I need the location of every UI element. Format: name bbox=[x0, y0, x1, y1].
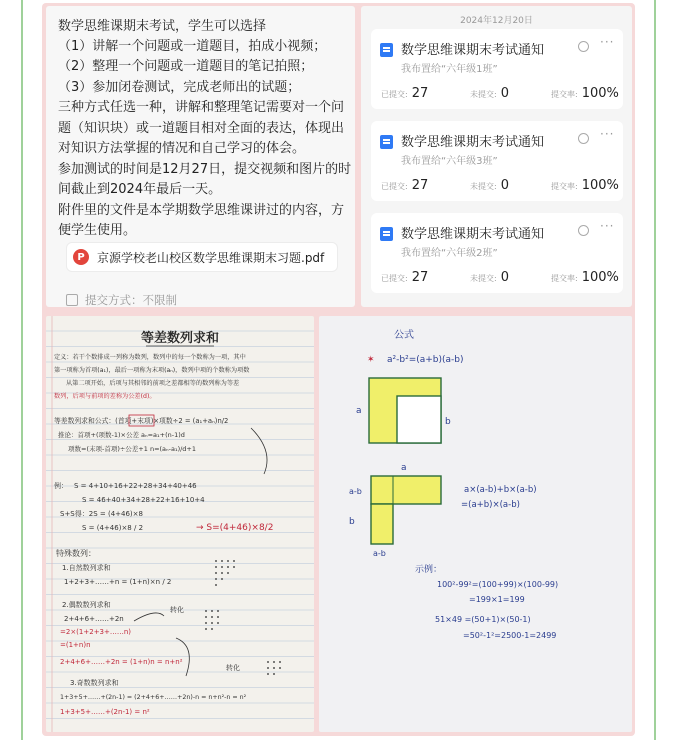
notebook-formula: 等差数列求和公式：(首项+末项)×项数÷2 = (a₁+aₙ)n/2 bbox=[54, 417, 229, 425]
message-line: 数学思维课期末考试，学生可以选择 bbox=[58, 19, 267, 34]
message-line: 便学生使用。 bbox=[58, 223, 137, 238]
example-line-1: 100²-99²=(100+99)×(100-99) bbox=[437, 580, 559, 589]
notebook-definition-line: 数列，后项与前项的差称为公差(d)。 bbox=[54, 393, 156, 400]
notebook-special-title: 特殊数列： bbox=[56, 549, 96, 558]
svg-text:b: b bbox=[349, 517, 355, 527]
pdf-icon: P bbox=[73, 249, 89, 265]
more-icon[interactable]: ··· bbox=[600, 35, 615, 49]
notice-title: 数学思维课期末考试通知 bbox=[401, 43, 545, 58]
notice-card-class-1[interactable] bbox=[371, 29, 623, 109]
notebook-right-formula: a²-b²=(a+b)(a-b) bbox=[387, 355, 464, 365]
message-line: 题（知识块）或一道题目相对全面的表达，体现出 bbox=[58, 121, 345, 136]
diagram-label-amb: a-b bbox=[349, 487, 362, 496]
notebook-formula2: 推论：首项+(项数-1)×公差 aₙ=a₁+(n-1)d bbox=[58, 431, 185, 439]
notebook-s3b: 1+3+5+……+(2n-1) = n² bbox=[60, 708, 150, 716]
stat-rate: 提交率: 100% bbox=[551, 270, 619, 285]
notebook-s1: 1+2+3+……+n = (1+n)×n / 2 bbox=[64, 578, 172, 586]
notice-card-class-3[interactable] bbox=[371, 121, 623, 201]
notebook-definition-line: 第一项称为首项(a₁)，最后一项称为末项(aₙ)，数列中项的个数称为项数 bbox=[54, 367, 250, 374]
submit-method-icon bbox=[66, 294, 78, 306]
example-line-4: =50²-1²=2500-1=2499 bbox=[463, 631, 557, 640]
more-icon[interactable]: ··· bbox=[600, 219, 615, 233]
message-line: （3）参加闭卷测试，完成老师出的试题； bbox=[58, 80, 301, 95]
share-icon[interactable] bbox=[578, 133, 589, 144]
notebook-formula3: 项数=(末项-首项)÷公差+1 n=(aₙ-a₁)/d+1 bbox=[68, 445, 197, 453]
stat-rate: 提交率: 100% bbox=[551, 86, 619, 101]
submit-method-text: 提交方式：不限制 bbox=[85, 293, 177, 307]
diagram-label-a: a bbox=[356, 406, 362, 416]
stat-pending: 未提交: 0 bbox=[470, 178, 509, 193]
message-line: 参加测试的时间是12月27日，提交视频和图片的时 bbox=[58, 162, 352, 177]
notices-panel bbox=[361, 6, 632, 307]
message-line: （1）讲解一个问题或一道题目，拍成小视频； bbox=[58, 39, 327, 54]
notice-card-class-2[interactable] bbox=[371, 213, 623, 293]
notebook-s2b: =2×(1+2+3+……n) bbox=[60, 628, 132, 636]
message-line: 对知识方法掌握的情况和自己学习的体会。 bbox=[58, 141, 306, 156]
svg-text:✶: ✶ bbox=[367, 355, 375, 365]
stat-pending: 未提交: 0 bbox=[470, 270, 509, 285]
share-icon[interactable] bbox=[578, 225, 589, 236]
assignment-message-panel bbox=[46, 6, 355, 307]
notebook-example4: S = (4+46)×8 / 2 bbox=[82, 524, 144, 532]
post-image-frame bbox=[42, 3, 635, 736]
more-icon[interactable]: ··· bbox=[600, 127, 615, 141]
notebook-definition-line: 从第二项开始，后项与其相邻的前项之差都相等的数列称为等差 bbox=[66, 380, 240, 387]
notebook-s3-title: 3.奇数数列求和 bbox=[70, 679, 119, 687]
notebook-title: 等差数列求和 bbox=[140, 331, 220, 346]
notice-recipient: 我布置给“六年级3班” bbox=[401, 156, 498, 167]
notice-doc-icon bbox=[380, 135, 393, 149]
notice-recipient: 我布置给“六年级2班” bbox=[401, 248, 498, 259]
stat-submitted: 已提交: 27 bbox=[381, 270, 429, 285]
notice-title: 数学思维课期末考试通知 bbox=[401, 135, 545, 150]
message-line: 间截止到2024年最后一天。 bbox=[58, 182, 222, 197]
share-icon[interactable] bbox=[578, 41, 589, 52]
notebook-example2: S = 46+40+34+28+22+16+10+4 bbox=[82, 496, 205, 504]
notebook-s2-title: 2.偶数数列求和 bbox=[62, 601, 111, 609]
notice-date: 2024年12月20日 bbox=[460, 16, 533, 26]
diagram-product2: =(a+b)×(a-b) bbox=[461, 500, 520, 510]
right-border-line bbox=[654, 0, 656, 740]
submit-method bbox=[66, 292, 177, 308]
stat-submitted: 已提交: 27 bbox=[381, 178, 429, 193]
notebook-note2: 转化 bbox=[226, 664, 240, 672]
message-line: 三种方式任选一种，讲解和整理笔记需要对一个问 bbox=[58, 100, 345, 115]
diagram-product1: a×(a-b)+b×(a-b) bbox=[464, 485, 537, 495]
message-line: 附件里的文件是本学期数学思维课讲过的内容，方 bbox=[58, 203, 345, 218]
notebook-photo-difference-of-squares[interactable] bbox=[319, 316, 632, 732]
notebook-s2c: =(1+n)n bbox=[60, 641, 91, 649]
notebook-s1-title: 1.自然数列求和 bbox=[62, 564, 111, 572]
diagram-label-b: b bbox=[445, 417, 451, 427]
message-line: （2）整理一个问题或一道题目的笔记拍照； bbox=[58, 59, 314, 74]
notice-recipient: 我布置给“六年级1班” bbox=[401, 64, 498, 75]
left-border-line bbox=[21, 0, 23, 740]
notebook-example-result: → S=(4+46)×8/2 bbox=[196, 523, 274, 533]
notice-doc-icon bbox=[380, 227, 393, 241]
notice-title: 数学思维课期末考试通知 bbox=[401, 227, 545, 242]
notebook-s2d: 2+4+6+……+2n = (1+n)n = n+n² bbox=[60, 658, 183, 666]
svg-text:a-b: a-b bbox=[373, 549, 386, 558]
notice-doc-icon bbox=[380, 43, 393, 57]
example-line-3: 51×49 =(50+1)×(50-1) bbox=[435, 615, 531, 624]
attachment-pdf[interactable] bbox=[66, 242, 338, 272]
notebook-s3a: 1+3+5+……+(2n-1) = (2+4+6+……+2n)-n = n+n²-n = n² bbox=[60, 694, 247, 701]
notebook-right-title: 公式 bbox=[394, 330, 414, 341]
notebook-definition-line: 定义：若干个数排成一列称为数列，数列中的每一个数称为一项，其中 bbox=[54, 354, 246, 361]
notebook-photo-arithmetic-series[interactable] bbox=[46, 316, 314, 732]
notebook-example3: S+S得：2S = (4+46)×8 bbox=[60, 510, 143, 518]
notebook-note1: 转化 bbox=[170, 606, 184, 614]
notebook-s2a: 2+4+6+……+2n bbox=[64, 615, 124, 623]
attachment-file-name: 京源学校老山校区数学思维课期末习题.pdf bbox=[97, 250, 325, 265]
stat-rate: 提交率: 100% bbox=[551, 178, 619, 193]
svg-text:a: a bbox=[401, 463, 407, 473]
example-line-2: =199×1=199 bbox=[469, 595, 525, 604]
notebook-example1: S = 4+10+16+22+28+34+40+46 bbox=[74, 482, 197, 490]
stat-pending: 未提交: 0 bbox=[470, 86, 509, 101]
example-label: 示例： bbox=[415, 565, 443, 575]
notebook-example-label: 例： bbox=[54, 482, 68, 490]
stat-submitted: 已提交: 27 bbox=[381, 86, 429, 101]
